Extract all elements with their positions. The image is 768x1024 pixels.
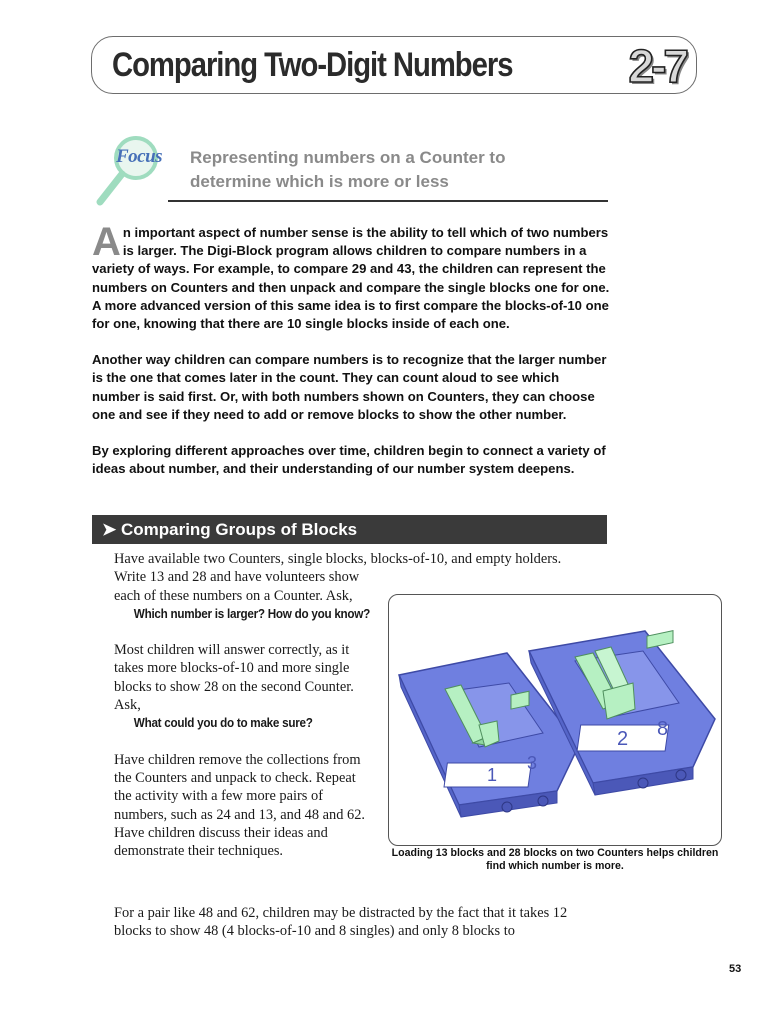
focus-label: Focus — [116, 146, 163, 167]
page-title: Comparing Two-Digit Numbers — [112, 46, 513, 84]
activity-line-2: Write 13 and 28 and have volunteers show each of these numbers on a Counter. Ask, — [114, 569, 360, 604]
intro-text — [92, 220, 610, 496]
counter2-ones-digit: 8 — [657, 718, 669, 740]
question-2: What could you do to make sure? — [133, 715, 313, 731]
drop-cap: A — [92, 220, 121, 264]
section-heading: ➤ Comparing Groups of Blocks — [92, 515, 607, 544]
magnifying-glass-icon — [94, 134, 178, 206]
intro-paragraph-1: An important aspect of number sense is the ability to tell which of two numbers is larger. The Digi-Block program allows children to compare numbers in a variety of ways. For example, to compare 29 and 43, the children can represent the numbers on Counters and then unpack and compare the single blocks one for one. A more advanced version of this same idea is to first compare the blocks-of-10 one for one, knowing that there are 10 single blocks inside of each one. — [92, 220, 610, 332]
focus-divider — [168, 200, 608, 202]
counter2-tens-digit: 2 — [617, 728, 629, 750]
page-number: 53 — [729, 963, 742, 975]
question-1: Which number is larger? How do you know? — [133, 605, 371, 621]
counter1-tens-digit: 1 — [487, 765, 498, 785]
activity-paragraph-4: For a pair like 48 and 62, children may be distracted by the fact that it takes 12 blocks to show 48 (4 blocks-of-10 and 8 singles) and only 8 blocks to — [114, 905, 568, 940]
intro-paragraph-2: Another way children can compare numbers is to recognize that the larger number is the one that comes later in the count. They can count aloud to see which number is said first. Or, with both numbers shown on Counters, they can choose one and see if they need to add or remove blocks to show the other number. — [92, 352, 607, 422]
counters-figure — [388, 594, 722, 846]
counters-illustration — [389, 595, 723, 847]
activity-paragraph-2: Most children will answer correctly, as it takes more blocks-of-10 and more single blocks to show 28 on the second Counter. Ask, — [114, 642, 354, 714]
intro-paragraph-3: By exploring different approaches over time, children begin to connect a variety of ideas about number, and their understanding of our number system deepens. — [92, 443, 606, 477]
lesson-number: 2-7 — [628, 40, 686, 92]
figure-caption: Loading 13 blocks and 28 blocks on two Counters helps children find which number is more. — [391, 847, 719, 872]
title-bar — [91, 36, 697, 94]
activity-line-1: Have available two Counters, single blocks, blocks-of-10, and empty holders. — [114, 551, 562, 567]
activity-paragraph-3: Have children remove the collections from the Counters and unpack to check. Repeat the activity with a few more pairs of numbers, such as 24 and 13, and 48 and 62. Have children discuss their ideas and demonstrate their techniques. — [114, 751, 365, 860]
focus-text: Representing numbers on a Counter to determine which is more or less — [190, 148, 506, 191]
counter1-ones-digit: 3 — [527, 753, 538, 773]
